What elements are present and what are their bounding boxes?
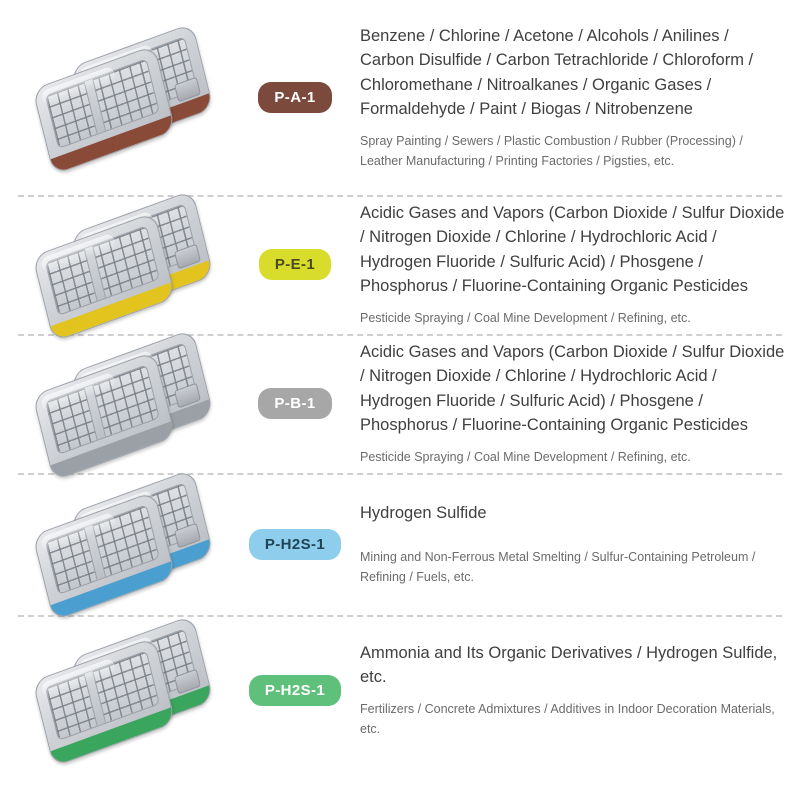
cartridge-front xyxy=(32,211,176,341)
status-badge: P-H2S-1 xyxy=(249,675,341,706)
status-badge: P-H2S-1 xyxy=(249,529,341,560)
chart-row xyxy=(0,0,800,195)
row-divider xyxy=(18,334,782,336)
description-block xyxy=(360,495,786,594)
secondary-description: Pesticide Spraying / Coal Mine Development / Refining, etc. xyxy=(360,449,691,464)
primary-description: Hydrogen Sulfide xyxy=(360,503,487,522)
row-divider xyxy=(18,195,782,197)
cartridge-illustration xyxy=(10,38,230,158)
description-block xyxy=(360,195,786,334)
secondary-description: Pesticide Spraying / Coal Mine Development / Refining, etc. xyxy=(360,310,691,325)
secondary-description: Fertilizers / Concrete Admixtures / Additives in Indoor Decoration Materials, etc. xyxy=(360,701,775,736)
code-badge-wrap xyxy=(230,82,360,113)
description-block xyxy=(360,635,786,745)
code-badge-wrap xyxy=(230,529,360,560)
chart-row xyxy=(0,195,800,334)
primary-description: Benzene / Chlorine / Acetone / Alcohols / Anilines / Carbon Disulfide / Carbon Tetrachloride / Chloroform / Chloromethane / Nitroalkanes / Organic Gases / Formaldehyde / Paint / Biogas / Nitrobenzene xyxy=(360,26,754,119)
cartridge-front xyxy=(32,350,176,480)
chart-row xyxy=(0,473,800,615)
primary-description: Acidic Gases and Vapors (Carbon Dioxide / Sulfur Dioxide / Nitrogen Dioxide / Chlorine / Hydrochloric Acid / Hydrogen Fluoride / Sulfuric Acid) / Phosgene / Phosphorus / Fluorine-Containing Organic Pesticides xyxy=(360,204,785,296)
description-block xyxy=(360,18,786,177)
code-badge-wrap xyxy=(230,249,360,280)
cartridge-front xyxy=(32,637,176,767)
row-divider xyxy=(18,473,782,475)
cartridge-illustration xyxy=(10,630,230,750)
cartridge-front xyxy=(32,491,176,621)
code-badge-wrap xyxy=(230,675,360,706)
status-badge: P-B-1 xyxy=(258,388,331,419)
primary-description: Ammonia and Its Organic Derivatives / Hydrogen Sulfide, etc. xyxy=(360,643,778,687)
secondary-description: Mining and Non-Ferrous Metal Smelting / Sulfur-Containing Petroleum / Refining / Fuels, etc. xyxy=(360,549,756,585)
status-badge: P-E-1 xyxy=(259,249,331,280)
code-badge-wrap xyxy=(230,388,360,419)
row-divider xyxy=(18,615,782,617)
cartridge-illustration xyxy=(10,484,230,604)
cartridge-illustration xyxy=(10,205,230,325)
secondary-description: Spray Painting / Sewers / Plastic Combustion / Rubber (Processing) / Leather Manufacturing / Printing Factories / Pigsties, etc. xyxy=(360,133,743,168)
description-block xyxy=(360,334,786,473)
cartridge-front xyxy=(32,44,176,174)
status-badge: P-A-1 xyxy=(258,82,331,113)
chart-row xyxy=(0,334,800,473)
primary-description: Acidic Gases and Vapors (Carbon Dioxide / Sulfur Dioxide / Nitrogen Dioxide / Chlorine / Hydrochloric Acid / Hydrogen Fluoride / Sulfuric Acid) / Phosgene / Phosphorus / Fluorine-Containing Organic Pesticides xyxy=(360,343,785,435)
cartridge-illustration xyxy=(10,344,230,464)
chart-row xyxy=(0,615,800,765)
